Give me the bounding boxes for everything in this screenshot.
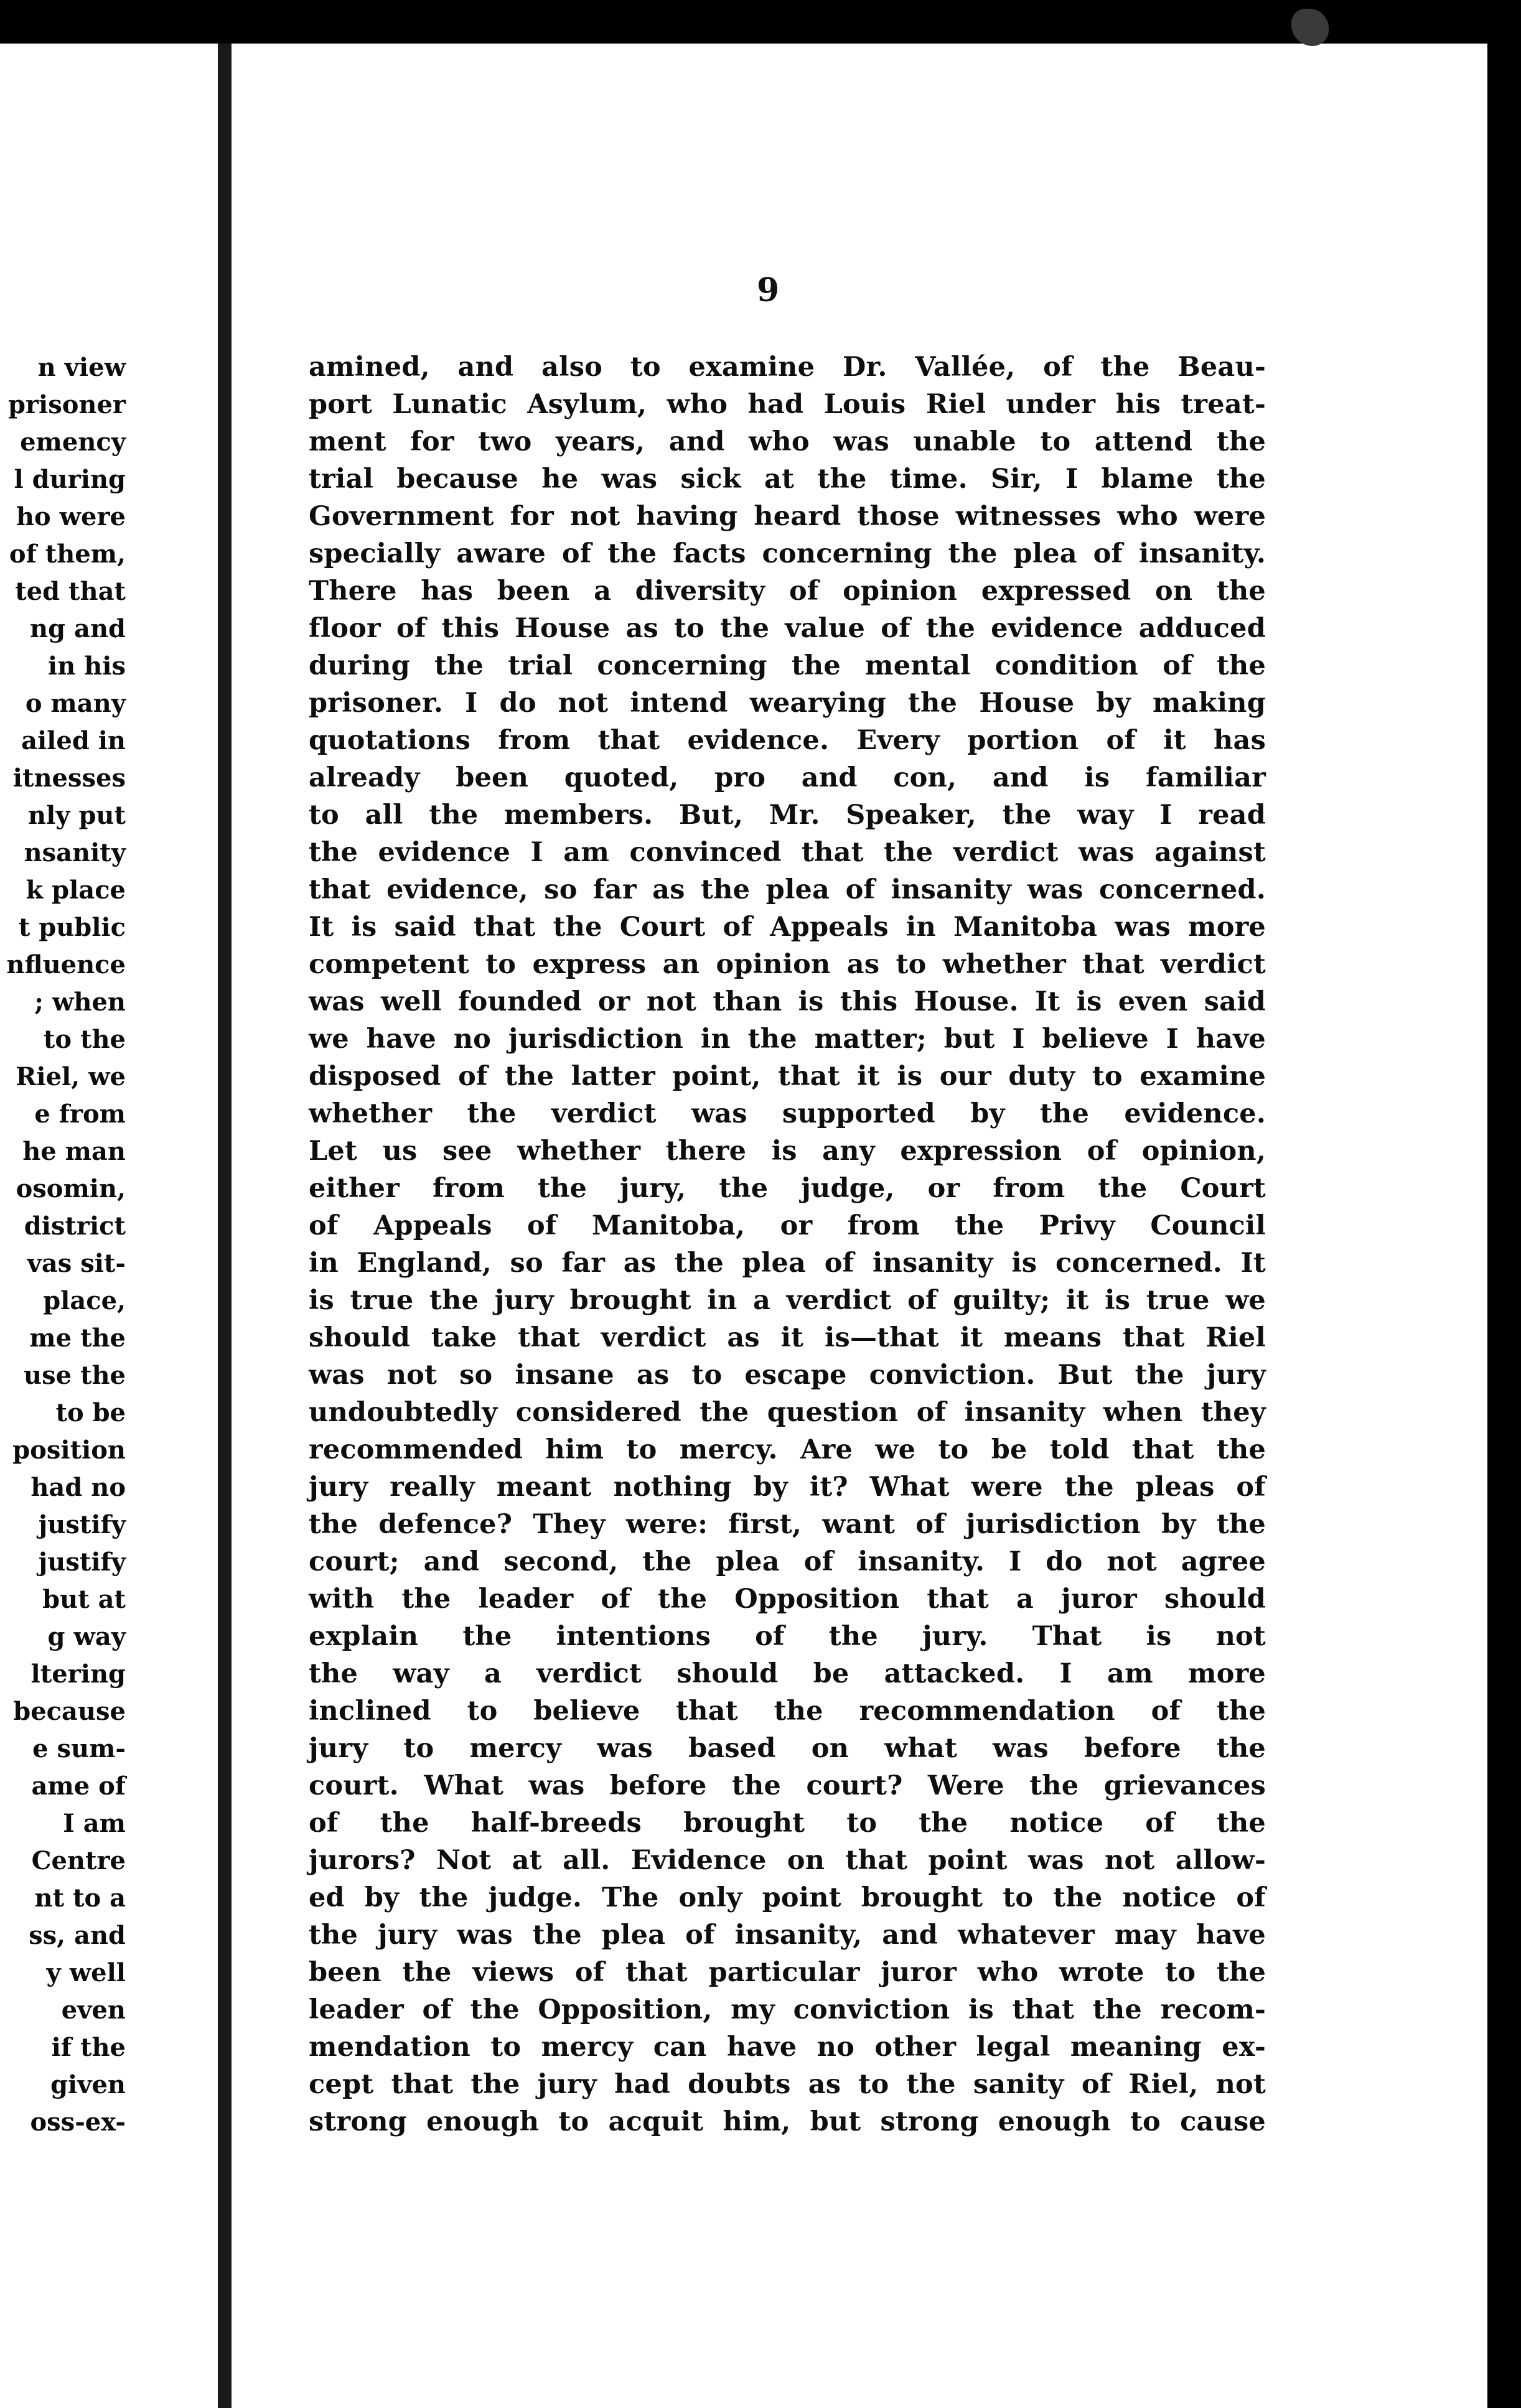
text-line: is true the jury brought in a verdict of guilty; it is true we bbox=[309, 1285, 1266, 1316]
left-fragment-line: y well bbox=[46, 1958, 126, 1987]
left-fragment-line: emency bbox=[20, 427, 126, 457]
left-fragment-line: ; when bbox=[34, 987, 126, 1017]
left-fragment-line: to the bbox=[43, 1025, 126, 1054]
text-line: was well founded or not than is this House. It is even said bbox=[309, 986, 1266, 1017]
left-fragment-line: itnesses bbox=[12, 763, 126, 793]
left-fragment-line: oss-ex- bbox=[30, 2107, 126, 2137]
text-line: should take that verdict as it is—that it means that Riel bbox=[309, 1322, 1266, 1353]
text-line: recommended him to mercy. Are we to be told that the bbox=[309, 1434, 1266, 1465]
text-line: the defence? They were: first, want of jurisdiction by the bbox=[309, 1509, 1266, 1540]
left-fragment-line: place, bbox=[43, 1286, 126, 1315]
text-line: court; and second, the plea of insanity. I do not agree bbox=[309, 1546, 1266, 1577]
left-page-fragment bbox=[0, 44, 218, 2408]
left-fragment-line: in his bbox=[48, 651, 126, 681]
text-line: that evidence, so far as the plea of insanity was concerned. bbox=[309, 874, 1266, 905]
left-fragment-line: nfluence bbox=[6, 950, 126, 979]
left-fragment-line: ame of bbox=[31, 1771, 126, 1801]
text-line: jurors? Not at all. Evidence on that point was not allow- bbox=[309, 1845, 1266, 1876]
text-line: already been quoted, pro and con, and is familiar bbox=[309, 762, 1266, 793]
left-fragment-line: ailed in bbox=[21, 726, 126, 755]
left-fragment-line: if the bbox=[51, 2033, 126, 2062]
left-fragment-line: osomin, bbox=[16, 1174, 126, 1203]
text-line: court. What was before the court? Were the grievances bbox=[309, 1770, 1266, 1801]
left-fragment-line: me the bbox=[29, 1323, 126, 1353]
page-number: 9 bbox=[757, 271, 780, 309]
text-line: undoubtedly considered the question of insanity when they bbox=[309, 1397, 1266, 1428]
text-line: prisoner. I do not intend wearying the House by making bbox=[309, 688, 1266, 719]
page-gutter-shadow bbox=[218, 44, 232, 2408]
left-fragment-line: ss, and bbox=[29, 1921, 126, 1950]
text-line: disposed of the latter point, that it is our duty to examine bbox=[309, 1061, 1266, 1092]
text-line: ment for two years, and who was unable to attend the bbox=[309, 426, 1266, 457]
left-fragment-line: use the bbox=[24, 1361, 126, 1390]
text-line: port Lunatic Asylum, who had Louis Riel under his treat- bbox=[309, 389, 1266, 420]
left-fragment-line: I am bbox=[63, 1809, 126, 1838]
left-fragment-line: justify bbox=[38, 1510, 126, 1539]
text-line: whether the verdict was supported by the evidence. bbox=[309, 1098, 1266, 1129]
text-line: ed by the judge. The only point brought to the notice of bbox=[309, 1882, 1266, 1913]
text-line: strong enough to acquit him, but strong enough to cause bbox=[309, 2106, 1266, 2137]
left-fragment-line: but at bbox=[42, 1585, 126, 1614]
text-line: we have no jurisdiction in the matter; but I believe I have bbox=[309, 1024, 1266, 1055]
left-fragment-line: nsanity bbox=[24, 838, 126, 867]
left-fragment-line: even bbox=[61, 1995, 126, 2025]
left-fragment-line: given bbox=[50, 2070, 126, 2099]
left-fragment-line: k place bbox=[26, 875, 126, 905]
text-line: the jury was the plea of insanity, and whatever may have bbox=[309, 1920, 1266, 1951]
left-fragment-line: g way bbox=[47, 1622, 126, 1651]
text-line: competent to express an opinion as to whether that verdict bbox=[309, 949, 1266, 980]
text-line: Government for not having heard those witnesses who were bbox=[309, 501, 1266, 532]
text-line: floor of this House as to the value of the evidence adduced bbox=[309, 613, 1266, 644]
text-line: jury to mercy was based on what was before the bbox=[309, 1733, 1266, 1764]
text-line: inclined to believe that the recommendation of the bbox=[309, 1696, 1266, 1727]
text-line: in England, so far as the plea of insanity is concerned. It bbox=[309, 1248, 1266, 1279]
text-line: the way a verdict should be attacked. I am more bbox=[309, 1658, 1266, 1689]
left-fragment-line: l during bbox=[14, 465, 126, 494]
text-line: mendation to mercy can have no other legal meaning ex- bbox=[309, 2032, 1266, 2063]
text-line: to all the members. But, Mr. Speaker, the way I read bbox=[309, 800, 1266, 831]
left-fragment-line: ng and bbox=[30, 614, 126, 643]
left-fragment-line: because bbox=[13, 1697, 126, 1726]
left-fragment-line: Centre bbox=[31, 1846, 126, 1875]
text-line: jury really meant nothing by it? What were the pleas of bbox=[309, 1472, 1266, 1503]
text-line: trial because he was sick at the time. Sir, I blame the bbox=[309, 464, 1266, 495]
left-fragment-line: t public bbox=[18, 913, 126, 942]
text-line: of Appeals of Manitoba, or from the Privy Council bbox=[309, 1210, 1266, 1241]
left-fragment-line: to be bbox=[55, 1398, 126, 1427]
scan-right-border bbox=[1487, 0, 1521, 2408]
left-fragment-line: e from bbox=[34, 1099, 126, 1129]
text-line: cept that the jury had doubts as to the sanity of Riel, not bbox=[309, 2069, 1266, 2100]
text-line: leader of the Opposition, my conviction is that the recom- bbox=[309, 1994, 1266, 2025]
text-line: specially aware of the facts concerning the plea of insanity. bbox=[309, 538, 1266, 569]
left-fragment-line: prisoner bbox=[7, 390, 126, 419]
text-line: the evidence I am convinced that the verdict was against bbox=[309, 837, 1266, 868]
left-fragment-line: ho were bbox=[16, 502, 126, 531]
text-line: explain the intentions of the jury. That is not bbox=[309, 1621, 1266, 1652]
left-fragment-line: vas sit- bbox=[27, 1249, 126, 1278]
left-fragment-line: position bbox=[12, 1435, 126, 1465]
text-line: quotations from that evidence. Every portion of it has bbox=[309, 725, 1266, 756]
text-line: There has been a diversity of opinion expressed on the bbox=[309, 576, 1266, 607]
text-line: was not so insane as to escape conviction. But the jury bbox=[309, 1360, 1266, 1391]
text-line: been the views of that particular juror who wrote to the bbox=[309, 1957, 1266, 1988]
left-fragment-line: e sum- bbox=[32, 1734, 126, 1763]
left-fragment-line: district bbox=[24, 1211, 126, 1241]
left-fragment-line: of them, bbox=[9, 539, 126, 569]
left-fragment-line: ted that bbox=[15, 577, 126, 606]
text-line: either from the jury, the judge, or from the Court bbox=[309, 1173, 1266, 1204]
left-fragment-line: o many bbox=[25, 689, 126, 718]
left-fragment-line: nly put bbox=[28, 801, 126, 830]
text-line: Let us see whether there is any expression of opinion, bbox=[309, 1136, 1266, 1167]
text-line: with the leader of the Opposition that a juror should bbox=[309, 1584, 1266, 1615]
text-line: of the half-breeds brought to the notice of the bbox=[309, 1808, 1266, 1839]
left-fragment-line: had no bbox=[30, 1473, 126, 1502]
left-fragment-line: ltering bbox=[30, 1659, 126, 1689]
text-line: amined, and also to examine Dr. Vallée, of the Beau- bbox=[309, 352, 1266, 383]
left-fragment-line: he man bbox=[22, 1137, 126, 1166]
left-fragment-line: justify bbox=[38, 1547, 126, 1577]
text-line: It is said that the Court of Appeals in Manitoba was more bbox=[309, 912, 1266, 943]
left-fragment-line: Riel, we bbox=[16, 1062, 126, 1091]
text-line: during the trial concerning the mental condition of the bbox=[309, 650, 1266, 681]
left-fragment-line: nt to a bbox=[34, 1883, 126, 1913]
left-fragment-line: n view bbox=[37, 353, 126, 382]
